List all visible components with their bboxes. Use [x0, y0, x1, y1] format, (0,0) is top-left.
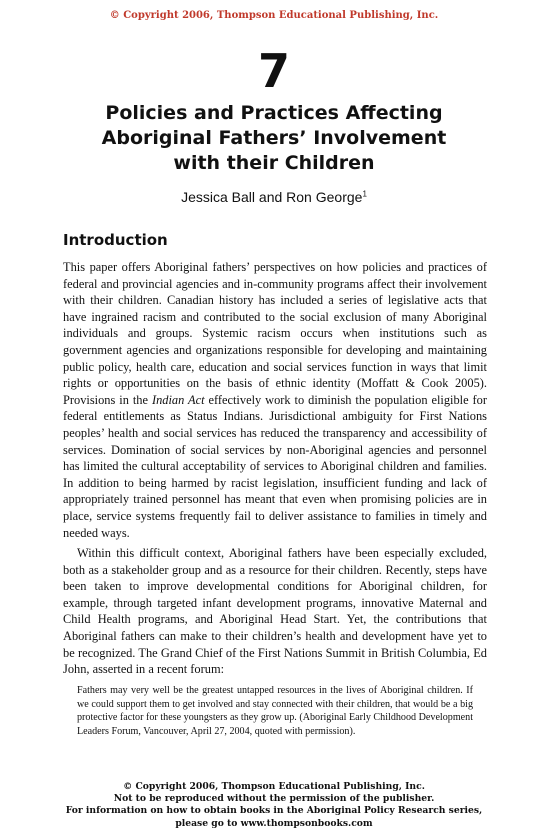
block-quote: Fathers may very well be the greatest untapped resources in the lives of Aboriginal children. If we could support them to get involved and stay connected with their children, that would be a big protective factor for these youngsters as they grow up. (Aboriginal Early Childhood Development Leaders Forum, Vancouver, April 27, 2004, quoted with permission).: [77, 685, 473, 737]
chapter-authors: [0, 189, 548, 205]
footer-line: For information on how to obtain books in the Aboriginal Policy Research series,: [65, 805, 483, 817]
chapter-title-line: Aboriginal Fathers’ Involvement: [101, 127, 447, 149]
body-paragraph: Within this difficult context, Aboriginal fathers have been especially excluded, both as a stakeholder group and as a resource for their children. Recently, steps have been taken to improve developmental conditions for Aboriginal children, for example, through targeted infant development programs, innovative Maternal and Child Health programs, and Aboriginal Head Start. Yet, the contributions that Aboriginal fathers can make to their children’s health and development have yet to be recognized. The Grand Chief of the First Nations Summit in British Columbia, Ed John, asserted in a recent forum:: [63, 546, 487, 677]
body-paragraph: [63, 259, 487, 541]
footer-line: please go to www.thompsonbooks.com: [175, 817, 373, 829]
paragraph-text: This paper offers Aboriginal fathers’ perspectives on how policies and practices of federal and provincial agencies and in-community programs affect their involvement with their children. Canadian history has included a series of legislative acts that have ingrained racism and contributed to the social exclusion of many Aboriginal individuals and groups. Systemic racism occurs when institutions such as government agencies and organizations responsible for developing and maintaining public policy, health care, education and social services function in ways that limit rights or opportunities on the basis of ethnic identity (Moffatt & Cook 2005). Provisions in the: [63, 260, 487, 407]
section-heading: Introduction: [63, 231, 168, 249]
footer-line: Not to be reproduced without the permission of the publisher.: [113, 793, 435, 805]
footnote-mark: 1: [362, 189, 367, 199]
copyright-notice-top: © Copyright 2006, Thompson Educational Publishing, Inc.: [109, 10, 439, 21]
authors-names: Jessica Ball and Ron George: [181, 189, 363, 205]
chapter-title: [60, 101, 488, 176]
act-title-italic: Indian Act: [151, 392, 205, 407]
chapter-number: 7: [257, 44, 290, 98]
paragraph-text: effectively work to diminish the population eligible for federal entitlements as Status Indians. Jurisdictional ambiguity for First Nations peoples’ health and social services has reduced the transparency and accessibility of services. Domination of social services by non-Aboriginal agencies and personnel has limited the cultural acceptability of services to Aboriginal children and families. In addition to being harmed by racist legislation, insufficient funding and lack of appropriately trained personnel has meant that even when promising policies are in place, service systems frequently fail to deliver assistance to families in timely and needed ways.: [63, 392, 488, 540]
chapter-title-line: Policies and Practices Affecting: [105, 102, 443, 124]
chapter-title-line: with their Children: [173, 152, 375, 174]
footer-line: © Copyright 2006, Thompson Educational Publishing, Inc.: [123, 781, 425, 792]
page-footer: [0, 781, 548, 830]
